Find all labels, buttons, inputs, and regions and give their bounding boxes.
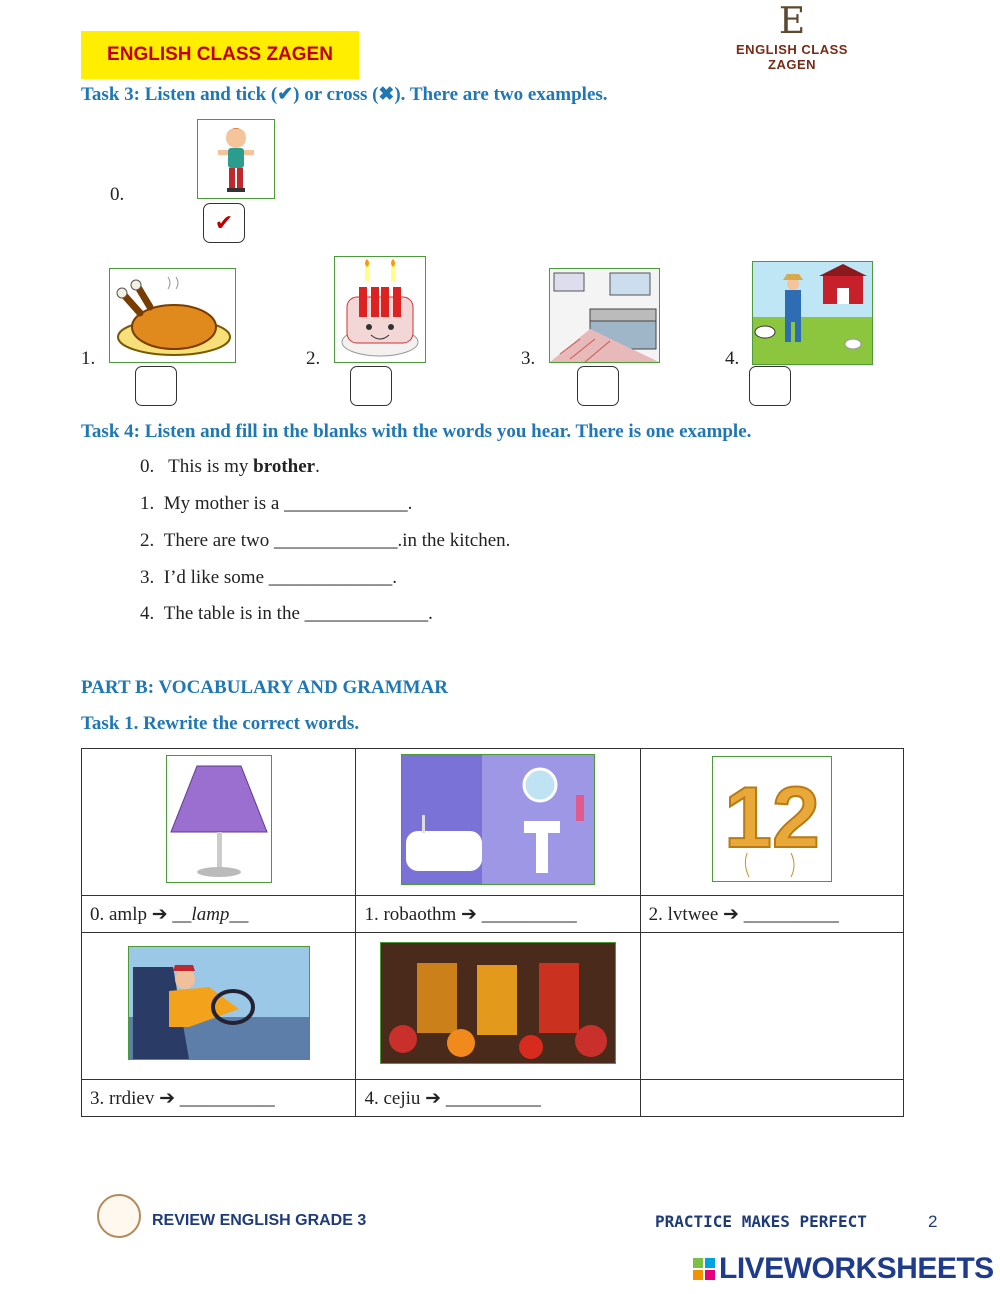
vocab-item-2[interactable] xyxy=(640,896,903,933)
lamp-picture xyxy=(166,755,272,883)
answer-box-2[interactable] xyxy=(350,366,392,406)
answer-blank[interactable]: __________ xyxy=(743,903,839,925)
page-number: 2 xyxy=(928,1212,938,1231)
balloon-picture xyxy=(712,756,832,882)
driver-cell xyxy=(82,933,356,1080)
logo-letter: E xyxy=(778,1,806,42)
brand-label: ENGLISH CLASS ZAGEN xyxy=(107,44,333,65)
answer-text: __lamp__ xyxy=(172,903,249,925)
arrow-icon: ➔ xyxy=(723,903,739,925)
bathroom-picture xyxy=(401,754,595,885)
liveworksheets-logo-icon xyxy=(693,1258,715,1280)
kitchen-picture xyxy=(549,268,660,363)
scrambled-word: 1. robaothm xyxy=(364,903,462,925)
footer-left: REVIEW ENGLISH GRADE 3 xyxy=(152,1212,367,1229)
lamp-cell xyxy=(82,749,356,896)
part-b-title: PART B: VOCABULARY AND GRAMMAR xyxy=(81,677,449,698)
birthday-cake-picture xyxy=(334,256,426,363)
school-seal-icon xyxy=(97,1194,141,1238)
check-icon: ✔ xyxy=(214,210,234,235)
answer-box-4[interactable] xyxy=(749,366,791,406)
empty-cell xyxy=(640,933,903,1080)
vocab-table xyxy=(81,748,904,1117)
answer-blank[interactable]: __________ xyxy=(481,903,577,925)
fill-item-3[interactable] xyxy=(140,567,397,589)
vocab-item-0 xyxy=(82,896,356,933)
task4-example xyxy=(140,456,320,478)
table-row xyxy=(82,896,904,933)
example-number: 0. xyxy=(140,456,155,477)
vocab-item-3[interactable] xyxy=(82,1080,356,1117)
answer-box-1[interactable] xyxy=(135,366,177,406)
scrambled-word: 0. amlp xyxy=(90,903,152,925)
roast-chicken-picture xyxy=(109,268,236,363)
item-text: My mother is a _____________. xyxy=(163,493,413,514)
scrambled-word: 2. lvtwee xyxy=(648,903,724,925)
task1-title: Task 1. Rewrite the correct words. xyxy=(81,713,360,734)
answer-box-3[interactable] xyxy=(577,366,619,406)
item-number: 3. xyxy=(140,567,155,588)
driver-picture xyxy=(128,946,310,1060)
task3-item-number: 2. xyxy=(306,348,321,369)
arrow-icon: ➔ xyxy=(461,903,477,925)
arrow-icon: ➔ xyxy=(159,1087,176,1109)
liveworksheets-watermark xyxy=(693,1252,994,1286)
logo-text: ENGLISH CLASS ZAGEN xyxy=(736,42,848,72)
task3-item-number: 4. xyxy=(725,348,740,369)
table-row xyxy=(82,1080,904,1117)
arrow-icon: ➔ xyxy=(425,1087,442,1109)
item-text: I’d like some _____________. xyxy=(163,567,398,588)
scrambled-word: 3. rrdiev xyxy=(90,1087,160,1109)
fill-item-4[interactable] xyxy=(140,603,433,625)
arrow-icon: ➔ xyxy=(151,903,168,925)
fill-item-2[interactable] xyxy=(140,530,510,552)
brand-banner xyxy=(81,31,359,79)
table-row xyxy=(82,933,904,1080)
bathroom-cell xyxy=(356,749,640,896)
answer-blank[interactable]: __________ xyxy=(179,1087,275,1109)
example-answer-box xyxy=(203,203,245,243)
watermark-text: LIVEWORKSHEETS xyxy=(719,1252,994,1285)
task3-example-number: 0. xyxy=(110,184,125,205)
table-row xyxy=(82,749,904,896)
item-number: 4. xyxy=(140,603,155,624)
item-number: 2. xyxy=(140,530,155,551)
juice-cell xyxy=(356,933,640,1080)
juice-picture xyxy=(380,942,616,1064)
boy-picture xyxy=(197,119,275,199)
empty-cell xyxy=(640,1080,903,1117)
balloon-cell xyxy=(640,749,903,896)
scrambled-word: 4. cejiu xyxy=(364,1087,426,1109)
task3-item-number: 3. xyxy=(521,348,536,369)
item-text: There are two _____________.in the kitchen. xyxy=(163,530,511,551)
example-text: This is my xyxy=(168,456,254,477)
vocab-item-4[interactable] xyxy=(356,1080,640,1117)
example-end: . xyxy=(315,456,320,477)
item-number: 1. xyxy=(140,493,155,514)
answer-blank[interactable]: __________ xyxy=(445,1087,541,1109)
footer-right: PRACTICE MAKES PERFECT xyxy=(655,1212,867,1231)
task4-title: Task 4: Listen and fill in the blanks with the words you hear. There is one example. xyxy=(81,421,752,442)
task3-item-number: 1. xyxy=(81,348,96,369)
farmer-picture xyxy=(752,261,873,365)
fill-item-1[interactable] xyxy=(140,493,412,515)
vocab-item-1[interactable] xyxy=(356,896,640,933)
balloon-digits: 12 xyxy=(723,770,820,866)
task3-title: Task 3: Listen and tick (✔) or cross (✖). There are two examples. xyxy=(81,84,608,105)
item-text: The table is in the _____________. xyxy=(163,603,433,624)
logo xyxy=(722,1,862,72)
example-answer: brother xyxy=(253,456,316,477)
